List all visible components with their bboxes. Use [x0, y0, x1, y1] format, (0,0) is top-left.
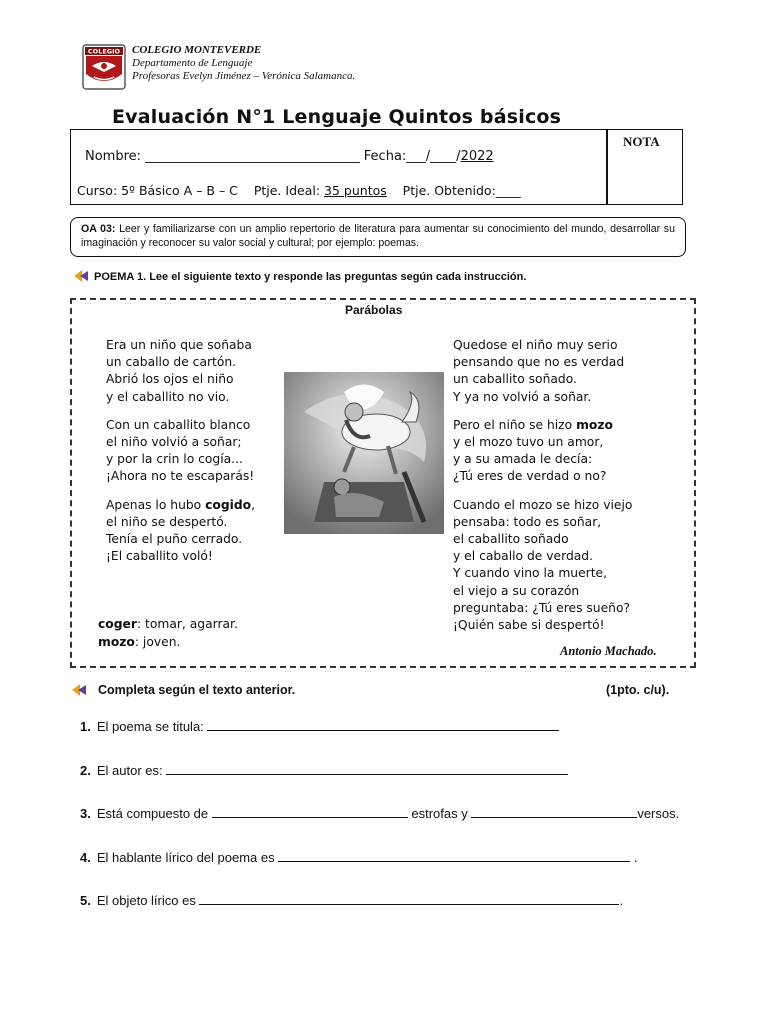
svg-text:COLEGIO: COLEGIO: [87, 47, 121, 56]
question-number: 4.: [80, 850, 91, 865]
question-text: Está compuesto de: [96, 806, 212, 821]
poem-verse: Pero el niño se hizo mozo: [453, 417, 613, 432]
obtained-score-field[interactable]: Ptje. Obtenido:____: [402, 183, 521, 198]
poem-verse: Quedose el niño muy serio: [453, 338, 618, 352]
school-logo: [82, 44, 126, 90]
question-item: [80, 892, 623, 908]
right-stanza: [453, 337, 632, 406]
poem-verse: Tenía el puño cerrado.: [106, 532, 243, 547]
poem-verse: Y ya no volvió a soñar.: [453, 389, 592, 404]
boy-riding-horse-illustration: [284, 372, 444, 534]
poem-verse: el niño se despertó.: [106, 514, 228, 529]
department: Departamento de Lenguaje: [132, 57, 253, 69]
poem-title: Parábolas: [345, 303, 403, 317]
question-item: [80, 805, 679, 821]
question-text: El autor es:: [96, 763, 167, 778]
question-end: .: [619, 893, 624, 908]
poem-verse: el niño volvió a soñar;: [106, 435, 242, 450]
poem-verse: un caballo de cartón.: [106, 355, 237, 370]
poem-verse: Y cuando vino la muerte,: [453, 566, 608, 581]
question-item: [80, 762, 568, 778]
poem-verse: Era un niño que soñaba: [106, 338, 252, 352]
ideal-score-label: Ptje. Ideal:: [253, 183, 321, 198]
left-stanza: [106, 497, 255, 566]
poem-verse: ¡Ahora no te escaparás!: [106, 469, 255, 484]
nota-divider: [606, 130, 608, 204]
answer-blank[interactable]: [278, 849, 630, 862]
questions-header: [72, 683, 295, 697]
poem-verse: pensaba: todo es soñar,: [453, 514, 602, 529]
poem-verse: ¿Tú eres de verdad o no?: [453, 469, 607, 484]
poem-right-column: [453, 337, 632, 645]
questions-header-text: Completa según el texto anterior.: [98, 683, 296, 697]
poem-verse: un caballito soñado.: [453, 372, 577, 387]
poem-verse: el caballito soñado: [453, 532, 569, 547]
poem-verse: y a su amada le decía:: [453, 452, 593, 467]
author-dot: .: [653, 644, 657, 658]
course: Curso: 5º Básico A – B – C: [77, 183, 238, 198]
glossary: [98, 616, 238, 651]
poem-instruction-text: POEMA 1. Lee el siguiente texto y responde las preguntas según cada instrucción.: [94, 271, 527, 283]
poem-left-column: [106, 337, 255, 576]
teachers: Profesoras Evelyn Jiménez – Verónica Salamanca.: [132, 70, 356, 82]
bullet-icon: [74, 270, 90, 282]
poem-verse: y el mozo tuvo un amor,: [453, 435, 604, 450]
learning-objective-box: [70, 217, 686, 257]
question-text: El hablante lírico del poema es: [96, 850, 279, 865]
answer-blank[interactable]: [199, 892, 619, 905]
poem-verse: el viejo a su corazón: [453, 583, 580, 598]
points-note: (1pto. c/u).: [606, 683, 670, 697]
poem-verse: y el caballito no vio.: [106, 389, 230, 404]
answer-blank[interactable]: [207, 718, 559, 731]
question-end: .: [630, 850, 638, 865]
student-info-box: [70, 129, 683, 205]
poem-verse: Con un caballito blanco: [106, 417, 251, 432]
school-header: [132, 44, 355, 83]
poem-verse: ¡Quién sabe si despertó!: [453, 618, 605, 633]
poem-verse: y por la crin lo cogía...: [106, 452, 243, 467]
oa-text: Leer y familiarizarse con un amplio repertorio de literatura para aumentar su conocimiento del mundo, desarrollar su imaginación y reconocer su valor social y cultural; por ejemplo: poemas.: [81, 223, 675, 249]
school-name: COLEGIO MONTEVERDE: [132, 44, 262, 56]
name-date-row: [85, 149, 494, 164]
glossary-entry: mozo: joven.: [98, 634, 181, 649]
answer-blank[interactable]: [212, 805, 408, 818]
left-stanza: [106, 337, 255, 406]
answer-blank[interactable]: [471, 805, 637, 818]
question-number: 2.: [80, 763, 91, 778]
poem-verse: ¡El caballito voló!: [106, 549, 213, 564]
poem-author: [560, 644, 657, 659]
question-text: El poema se titula:: [96, 719, 208, 734]
question-number: 5.: [80, 893, 91, 908]
poem-verse: Abrió los ojos el niño: [106, 372, 234, 387]
course-row: [77, 183, 521, 198]
poem-verse: Apenas lo hubo cogido,: [106, 497, 256, 512]
question-text: estrofas y: [407, 806, 472, 821]
question-item: [80, 849, 637, 865]
poem-verse: pensando que no es verdad: [453, 355, 625, 370]
right-stanza: [453, 417, 632, 486]
left-stanza: [106, 417, 255, 486]
poem-verse: Cuando el mozo se hizo viejo: [453, 497, 633, 512]
question-number: 3.: [80, 806, 91, 821]
poem-verse: preguntaba: ¿Tú eres sueño?: [453, 600, 631, 615]
year: 2022: [460, 149, 494, 164]
answer-blank[interactable]: [166, 762, 568, 775]
question-text: El objeto lírico es: [96, 893, 200, 908]
nota-label: NOTA: [623, 134, 660, 149]
question-end: versos.: [637, 806, 680, 821]
right-stanza: [453, 497, 632, 635]
bullet-icon: [72, 684, 88, 696]
glossary-entry: coger: tomar, agarrar.: [98, 617, 238, 631]
ideal-score-value: 35 puntos: [324, 183, 387, 198]
author-name: Antonio Machado: [560, 644, 654, 658]
name-date-field[interactable]: Nombre: _________________________________ Fecha:___/____/: [85, 149, 461, 164]
page-title: Evaluación N°1 Lenguaje Quintos básicos: [112, 106, 562, 128]
question-number: 1.: [80, 719, 91, 734]
poem-verse: y el caballo de verdad.: [453, 549, 593, 564]
question-item: [80, 718, 559, 734]
oa-code: OA 03:: [81, 223, 116, 235]
poem-instruction: [74, 270, 526, 283]
